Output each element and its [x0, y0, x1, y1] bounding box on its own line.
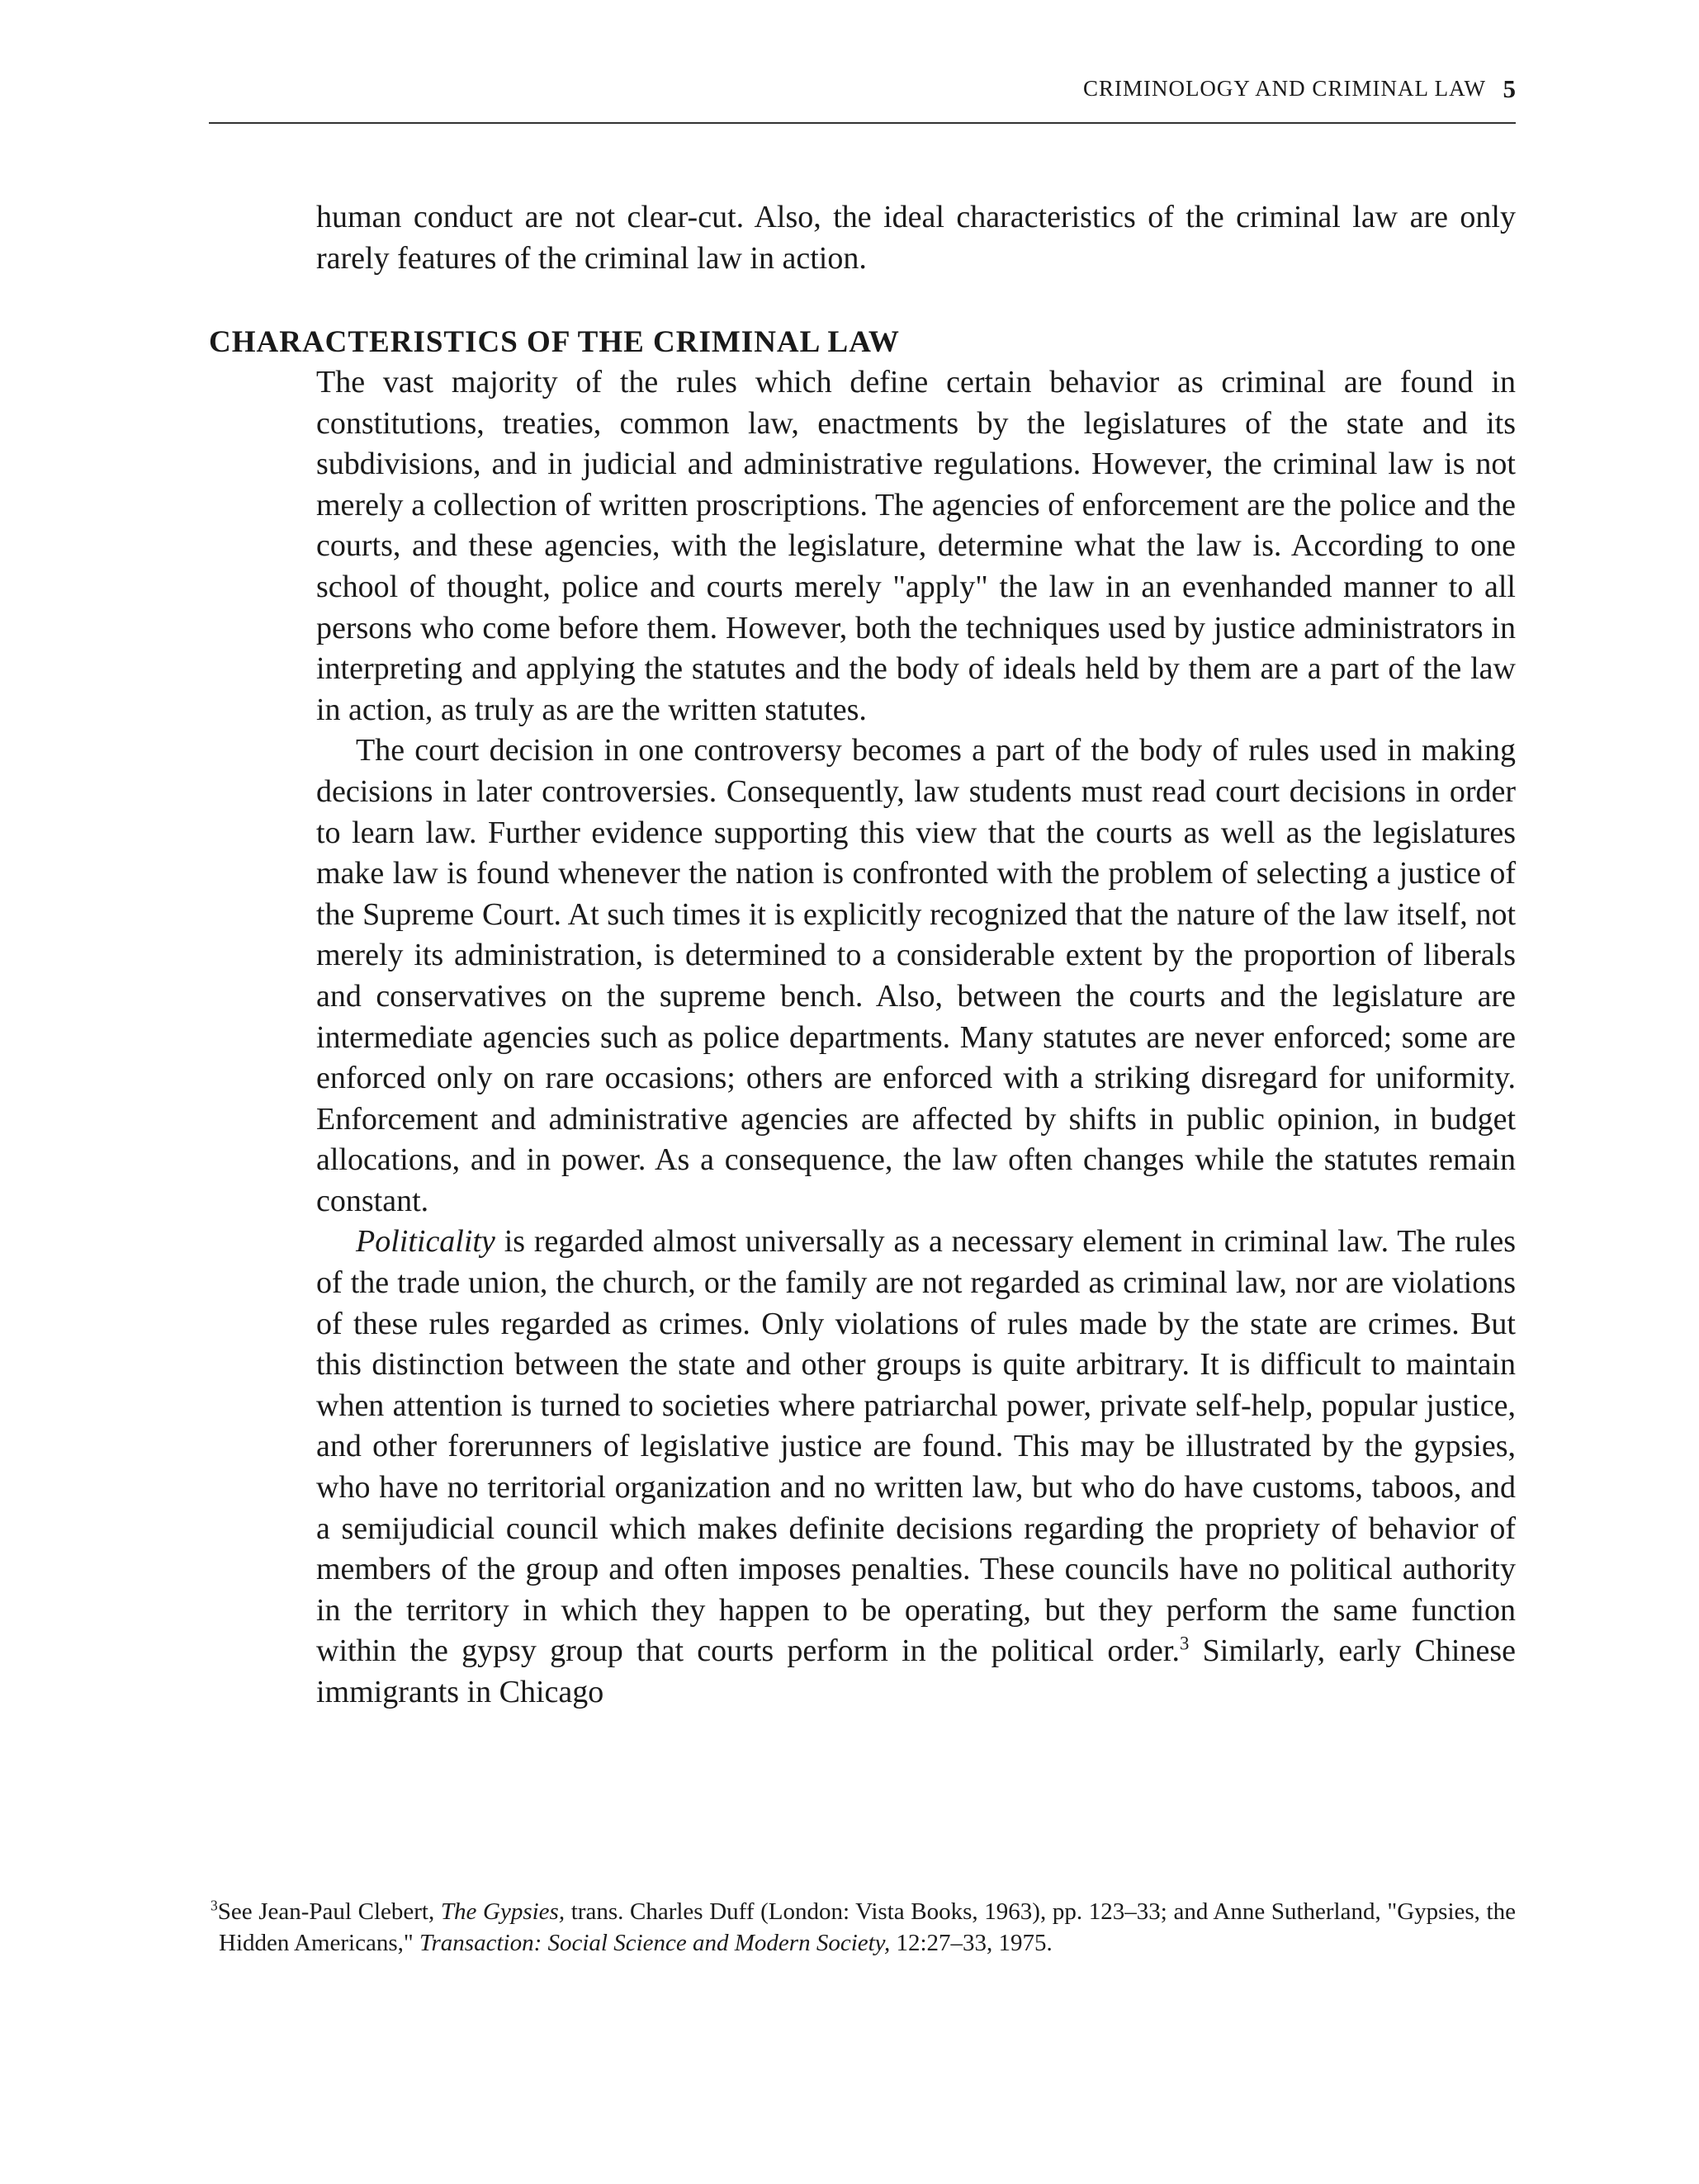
paragraph-3	[316, 1222, 1516, 1713]
section-heading: CHARACTERISTICS OF THE CRIMINAL LAW	[209, 325, 900, 359]
footnote	[211, 1896, 1516, 1959]
section-body	[316, 362, 1516, 1714]
paragraph-1: The vast majority of the rules which define certain behavior as criminal are found in constitutions, treaties, common law, enactments by the legislatures of the state and its subdivisions, and in judicial and administrative regulations. However, the criminal law is not merely a collection of written proscriptions. The agencies of enforcement are the police and the courts, and these agencies, with the legislature, determine what the law is. According to one school of thought, police and courts merely "apply" the law in an evenhanded manner to all persons who come before them. However, both the techniques used by justice administrators in interpreting and applying the statutes and the body of ideals held by them are a part of the law in action, as truly as are the written statutes.	[316, 365, 1516, 727]
footnote-text-3: 12:27–33, 1975.	[890, 1930, 1053, 1956]
paragraph-3-tail: Similarly, early Chinese immigrants in Chicago	[316, 1633, 1516, 1709]
page-number: 5	[1503, 74, 1516, 103]
paragraph-3-text: is regarded almost universally as a necessary element in criminal law. The rules of the trade union, the church, or the family are not regarded as criminal law, nor are violations of these rules regarded as crimes. Only violations of rules made by the state are crimes. But this distinction between the state and other groups is quite arbitrary. It is difficult to maintain when attention is turned to societies where patriarchal power, private self-help, popular justice, and other forerunners of legislative justice are found. This may be illustrated by the gypsies, who have no territorial organization and no written law, but who do have customs, taboos, and a semijudicial council which makes definite decisions regarding the propriety of behavior of members of the group and often imposes penalties. These councils have no political authority in the territory in which they happen to be operating, but they perform the same function within the gypsy group that courts perform in the political order.	[316, 1224, 1516, 1669]
footnote-book-title: The Gypsies,	[440, 1898, 566, 1925]
footnote-text-2: trans. Charles Duff (London: Vista Books, 1963), pp. 123–33; and Anne Sutherland, "Gypsies, the Hidden Americans,"	[219, 1898, 1516, 1956]
footnote-reference: 3	[1179, 1633, 1190, 1654]
continued-paragraph	[316, 197, 1516, 279]
running-title: CRIMINOLOGY AND CRIMINAL LAW	[1082, 76, 1486, 101]
footnote-text-1: See Jean-Paul Clebert,	[217, 1898, 441, 1925]
footnote-marker-number: 3	[211, 1897, 218, 1914]
footnote-marker	[211, 1898, 218, 1925]
page-header	[209, 76, 1516, 124]
continued-paragraph-text: human conduct are not clear-cut. Also, the ideal characteristics of the criminal law are only rarely features of the criminal law in action.	[316, 200, 1516, 276]
footnote-journal-title: Transaction: Social Science and Modern Society,	[419, 1930, 891, 1956]
paragraph-2: The court decision in one controversy becomes a part of the body of rules used in making decisions in later controversies. Consequently, law students must read court decisions in order to learn law. Further evidence supporting this view that the courts as well as the legislatures make law is found whenever the nation is confronted with the problem of selecting a justice of the Supreme Court. At such times it is explicitly recognized that the nature of the law itself, not merely its administration, is determined to a considerable extent by the proportion of liberals and conservatives on the supreme bench. Also, between the courts and the legislature are intermediate agencies such as police departments. Many statutes are never enforced; some are enforced only on rare occasions; others are enforced with a striking disregard for uniformity. Enforcement and administrative agencies are affected by shifts in public opinion, in budget allocations, and in power. As a consequence, the law often changes while the statutes remain constant.	[316, 733, 1516, 1218]
paragraph-3-term: Politicality	[356, 1224, 495, 1260]
